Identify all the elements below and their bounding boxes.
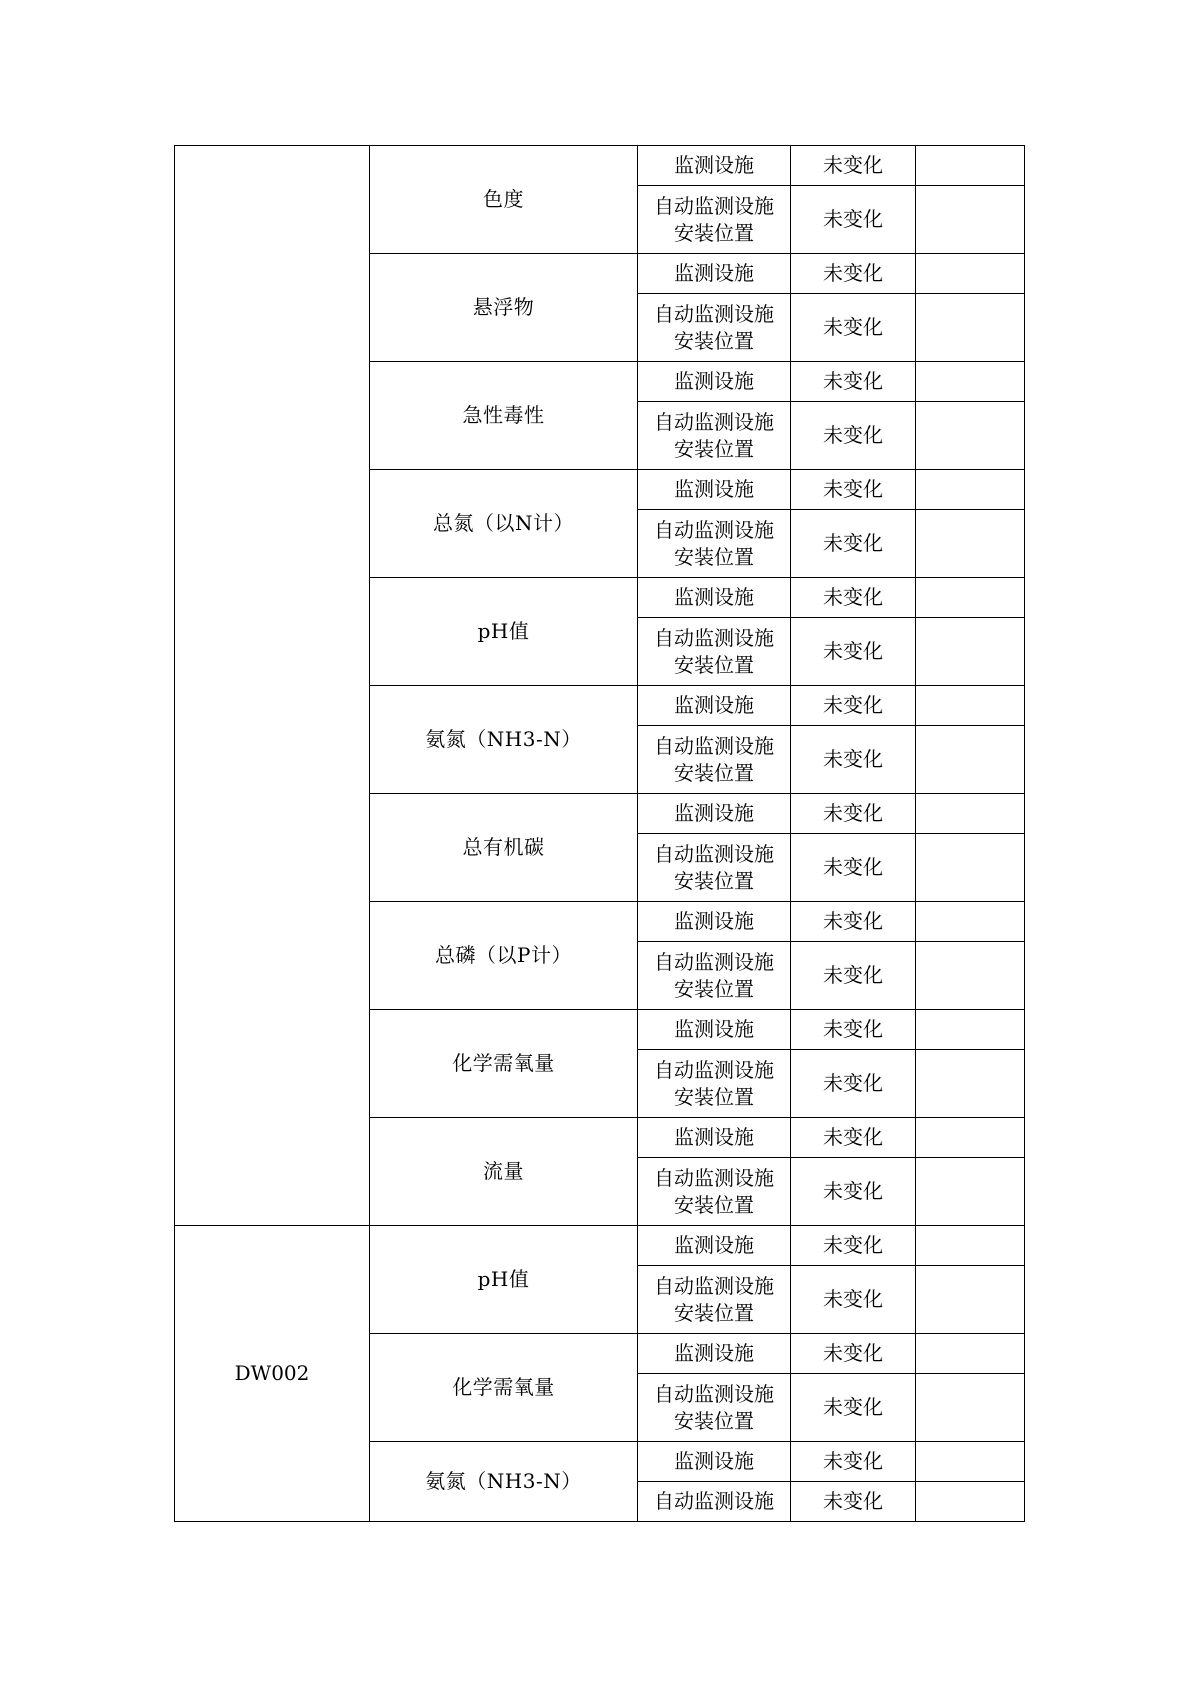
monitor-item-cell: [638, 1158, 791, 1226]
monitor-item-cell: [638, 1442, 791, 1482]
monitor-item-label: 自动监测设施安装位置: [654, 1381, 774, 1433]
monitor-item-cell: [638, 1374, 791, 1442]
monitor-item-label: 自动监测设施安装位置: [654, 1273, 774, 1325]
change-status-cell: 未变化: [791, 942, 916, 1010]
pollutant-name-cell: 总有机碳: [370, 794, 638, 902]
monitor-item-label: 自动监测设施安装位置: [654, 841, 774, 893]
monitor-item-cell: [638, 1118, 791, 1158]
monitor-item-cell: [638, 186, 791, 254]
monitor-item-cell: [638, 618, 791, 686]
remark-cell: [916, 510, 1025, 578]
remark-cell: [916, 294, 1025, 362]
monitor-item-cell: [638, 1226, 791, 1266]
remark-cell: [916, 834, 1025, 902]
change-status-cell: 未变化: [791, 186, 916, 254]
remark-cell: [916, 186, 1025, 254]
pollutant-name-cell: 氨氮（NH3-N）: [370, 1442, 638, 1522]
change-status-cell: 未变化: [791, 618, 916, 686]
remark-cell: [916, 254, 1025, 294]
change-status-cell: 未变化: [791, 146, 916, 186]
change-status-cell: 未变化: [791, 578, 916, 618]
remark-cell: [916, 146, 1025, 186]
monitor-item-label: 监测设施: [674, 261, 754, 285]
monitor-item-label: 自动监测设施安装位置: [654, 625, 774, 677]
change-status-cell: 未变化: [791, 510, 916, 578]
pollutant-name-cell: 氨氮（NH3-N）: [370, 686, 638, 794]
monitor-item-cell: [638, 146, 791, 186]
change-status-cell: 未变化: [791, 1010, 916, 1050]
outlet-id-cell: DW002: [175, 1226, 370, 1522]
change-status-cell: 未变化: [791, 470, 916, 510]
table-row: [175, 1226, 1025, 1266]
monitor-item-cell: [638, 402, 791, 470]
pollutant-name-cell: pH值: [370, 1226, 638, 1334]
monitor-item-cell: [638, 362, 791, 402]
pollutant-name-cell: 色度: [370, 146, 638, 254]
remark-cell: [916, 1482, 1025, 1522]
change-status-cell: 未变化: [791, 834, 916, 902]
monitor-item-cell: [638, 794, 791, 834]
table-body: [175, 146, 1025, 1522]
monitoring-change-table: [174, 145, 1025, 1522]
monitor-item-label: 自动监测设施安装位置: [654, 301, 774, 353]
remark-cell: [916, 902, 1025, 942]
monitor-item-cell: [638, 726, 791, 794]
remark-cell: [916, 578, 1025, 618]
monitor-item-cell: [638, 1266, 791, 1334]
monitor-item-cell: [638, 1334, 791, 1374]
monitor-item-cell: [638, 1010, 791, 1050]
monitor-item-cell: [638, 470, 791, 510]
remark-cell: [916, 794, 1025, 834]
monitor-item-cell: [638, 254, 791, 294]
monitor-item-label: 自动监测设施安装位置: [654, 1057, 774, 1109]
monitor-item-label: 监测设施: [674, 909, 754, 933]
remark-cell: [916, 1226, 1025, 1266]
change-status-cell: 未变化: [791, 1226, 916, 1266]
monitor-item-cell: [638, 902, 791, 942]
change-status-cell: 未变化: [791, 1118, 916, 1158]
monitor-item-label: 自动监测设施安装位置: [654, 949, 774, 1001]
pollutant-name-cell: 流量: [370, 1118, 638, 1226]
change-status-cell: 未变化: [791, 254, 916, 294]
change-status-cell: 未变化: [791, 1334, 916, 1374]
pollutant-name-cell: 总磷（以P计）: [370, 902, 638, 1010]
remark-cell: [916, 726, 1025, 794]
monitor-item-cell: [638, 1050, 791, 1118]
pollutant-name-cell: 悬浮物: [370, 254, 638, 362]
monitor-item-cell: [638, 578, 791, 618]
change-status-cell: 未变化: [791, 794, 916, 834]
remark-cell: [916, 1334, 1025, 1374]
pollutant-name-cell: 化学需氧量: [370, 1010, 638, 1118]
monitor-item-cell: [638, 1482, 791, 1522]
change-status-cell: 未变化: [791, 1374, 916, 1442]
remark-cell: [916, 686, 1025, 726]
remark-cell: [916, 470, 1025, 510]
monitor-item-label: 监测设施: [674, 585, 754, 609]
change-status-cell: 未变化: [791, 1482, 916, 1522]
monitor-item-label: 监测设施: [674, 693, 754, 717]
change-status-cell: 未变化: [791, 686, 916, 726]
change-status-cell: 未变化: [791, 402, 916, 470]
change-status-cell: 未变化: [791, 1050, 916, 1118]
monitor-item-label: 监测设施: [674, 1341, 754, 1365]
remark-cell: [916, 1266, 1025, 1334]
change-status-cell: 未变化: [791, 1266, 916, 1334]
monitor-item-label: 监测设施: [674, 1125, 754, 1149]
monitor-item-label: 监测设施: [674, 1233, 754, 1257]
pollutant-name-cell: 化学需氧量: [370, 1334, 638, 1442]
monitor-item-label: 监测设施: [674, 801, 754, 825]
change-status-cell: 未变化: [791, 362, 916, 402]
monitor-item-cell: [638, 686, 791, 726]
remark-cell: [916, 618, 1025, 686]
remark-cell: [916, 1374, 1025, 1442]
monitor-item-cell: [638, 294, 791, 362]
change-status-cell: 未变化: [791, 1442, 916, 1482]
remark-cell: [916, 1442, 1025, 1482]
remark-cell: [916, 1118, 1025, 1158]
monitor-item-cell: [638, 834, 791, 902]
monitor-item-label: 自动监测设施: [654, 1489, 774, 1513]
pollutant-name-cell: 总氮（以N计）: [370, 470, 638, 578]
remark-cell: [916, 942, 1025, 1010]
monitor-item-label: 监测设施: [674, 477, 754, 501]
monitor-item-label: 自动监测设施安装位置: [654, 517, 774, 569]
monitor-item-label: 监测设施: [674, 153, 754, 177]
table-row: [175, 146, 1025, 186]
monitor-item-cell: [638, 942, 791, 1010]
monitor-item-cell: [638, 510, 791, 578]
remark-cell: [916, 402, 1025, 470]
monitor-item-label: 自动监测设施安装位置: [654, 1165, 774, 1217]
change-status-cell: 未变化: [791, 1158, 916, 1226]
change-status-cell: 未变化: [791, 726, 916, 794]
monitor-item-label: 自动监测设施安装位置: [654, 409, 774, 461]
remark-cell: [916, 362, 1025, 402]
monitor-item-label: 监测设施: [674, 1449, 754, 1473]
change-status-cell: 未变化: [791, 294, 916, 362]
remark-cell: [916, 1050, 1025, 1118]
monitor-item-label: 自动监测设施安装位置: [654, 193, 774, 245]
pollutant-name-cell: 急性毒性: [370, 362, 638, 470]
outlet-id-cell: [175, 146, 370, 1226]
pollutant-name-cell: pH值: [370, 578, 638, 686]
remark-cell: [916, 1158, 1025, 1226]
monitor-item-label: 监测设施: [674, 1017, 754, 1041]
change-status-cell: 未变化: [791, 902, 916, 942]
remark-cell: [916, 1010, 1025, 1050]
monitor-item-label: 监测设施: [674, 369, 754, 393]
monitor-item-label: 自动监测设施安装位置: [654, 733, 774, 785]
